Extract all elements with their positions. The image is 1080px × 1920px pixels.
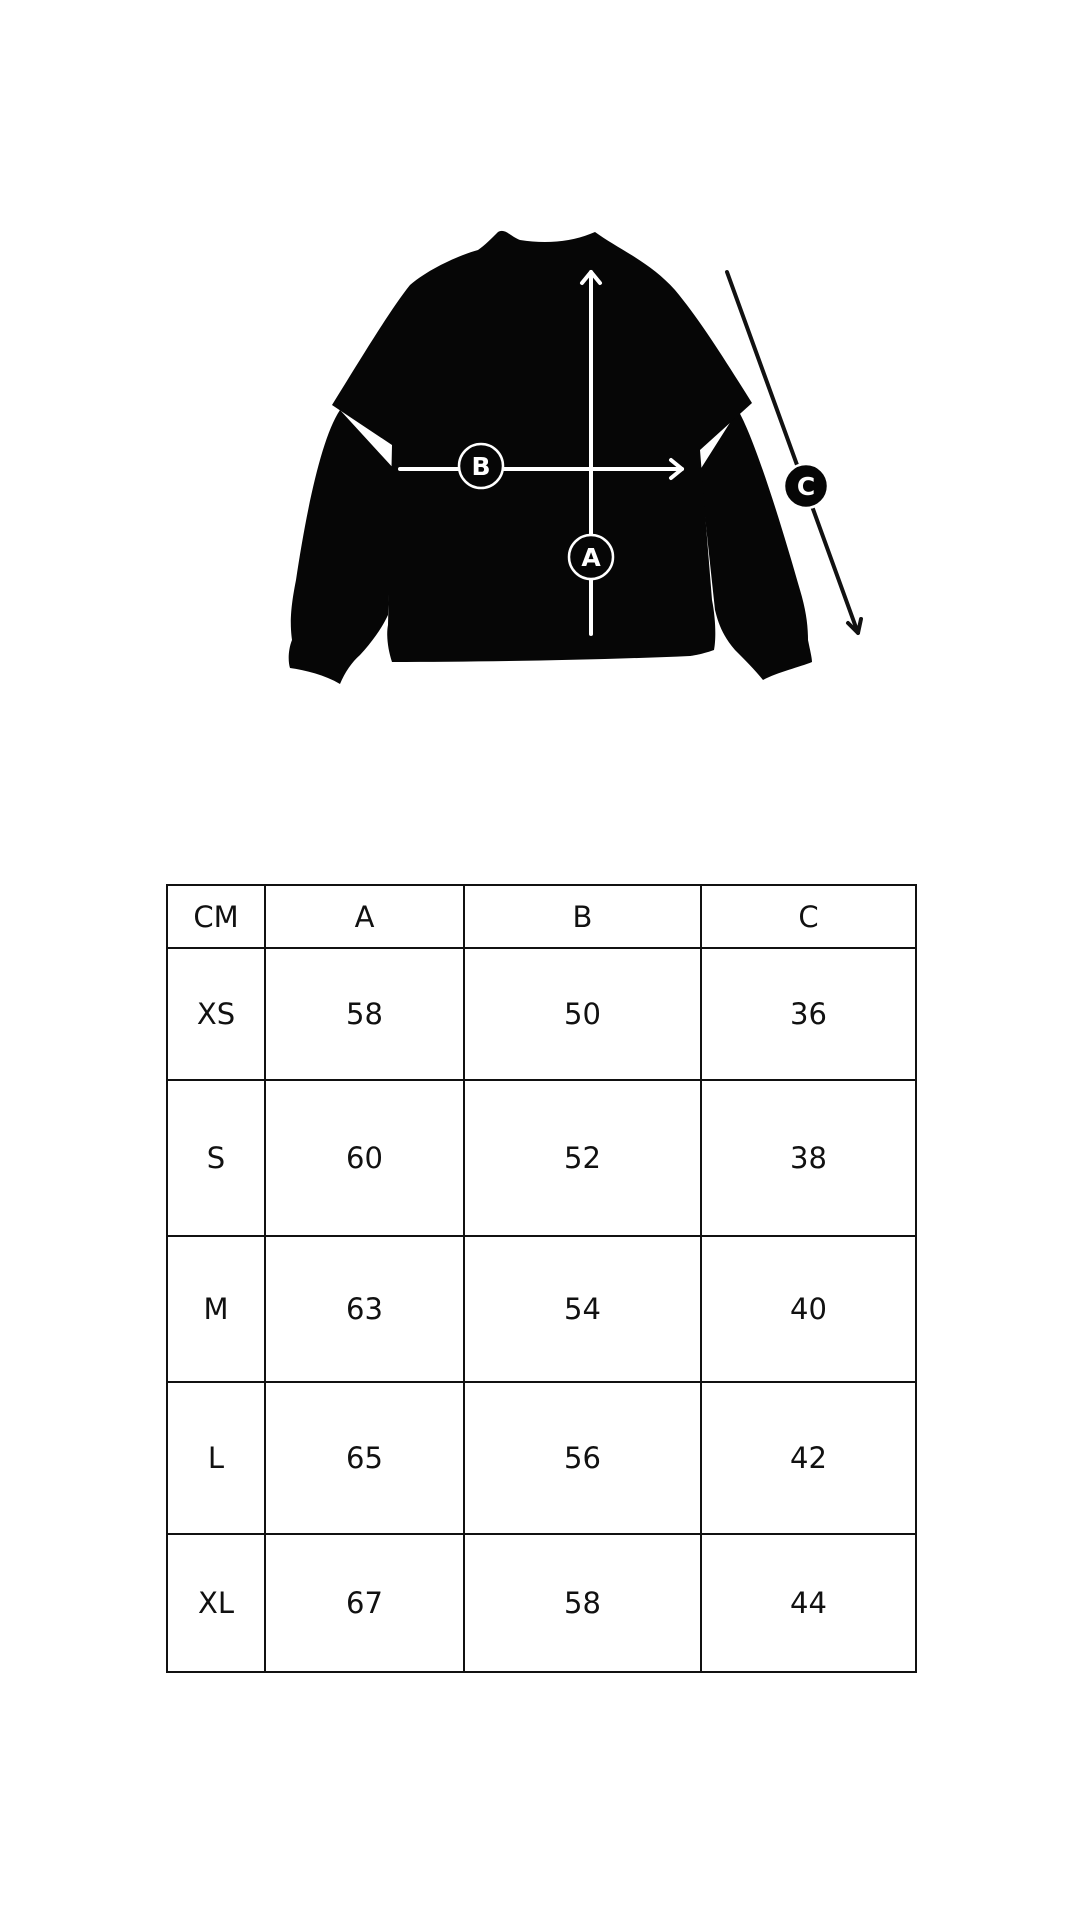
header-c: C [701, 885, 916, 948]
badge-b-label: B [471, 452, 491, 481]
measurement-b: 56 [464, 1382, 701, 1534]
badge-a-label: A [581, 543, 601, 572]
sweater-measurement-diagram [0, 0, 1080, 720]
measurement-b: 52 [464, 1080, 701, 1236]
right-sleeve [700, 410, 812, 680]
table-row [167, 1382, 916, 1534]
measurement-a: 60 [265, 1080, 464, 1236]
sweater-body [332, 231, 752, 662]
measurement-a: 67 [265, 1534, 464, 1672]
header-cm: CM [167, 885, 265, 948]
size-label: L [167, 1382, 265, 1534]
measurement-a: 58 [265, 948, 464, 1080]
left-sleeve [289, 410, 395, 684]
size-chart-table [166, 884, 917, 1673]
header-b: B [464, 885, 701, 948]
measurement-a: 65 [265, 1382, 464, 1534]
measurement-c: 36 [701, 948, 916, 1080]
size-label: S [167, 1080, 265, 1236]
table-header-row [167, 885, 916, 948]
size-label: XS [167, 948, 265, 1080]
table-row [167, 1080, 916, 1236]
measurement-b: 54 [464, 1236, 701, 1382]
measurement-c: 42 [701, 1382, 916, 1534]
size-label: M [167, 1236, 265, 1382]
badge-c-label: C [796, 472, 816, 501]
measurement-c: 40 [701, 1236, 916, 1382]
badge-c [784, 464, 828, 508]
table-row [167, 1236, 916, 1382]
measurement-b: 50 [464, 948, 701, 1080]
size-label: XL [167, 1534, 265, 1672]
measurement-c: 38 [701, 1080, 916, 1236]
badge-a [569, 535, 613, 579]
measurement-c: 44 [701, 1534, 916, 1672]
badge-b [459, 444, 503, 488]
header-a: A [265, 885, 464, 948]
table-row [167, 1534, 916, 1672]
measurement-b: 58 [464, 1534, 701, 1672]
measurement-a: 63 [265, 1236, 464, 1382]
table-row [167, 948, 916, 1080]
